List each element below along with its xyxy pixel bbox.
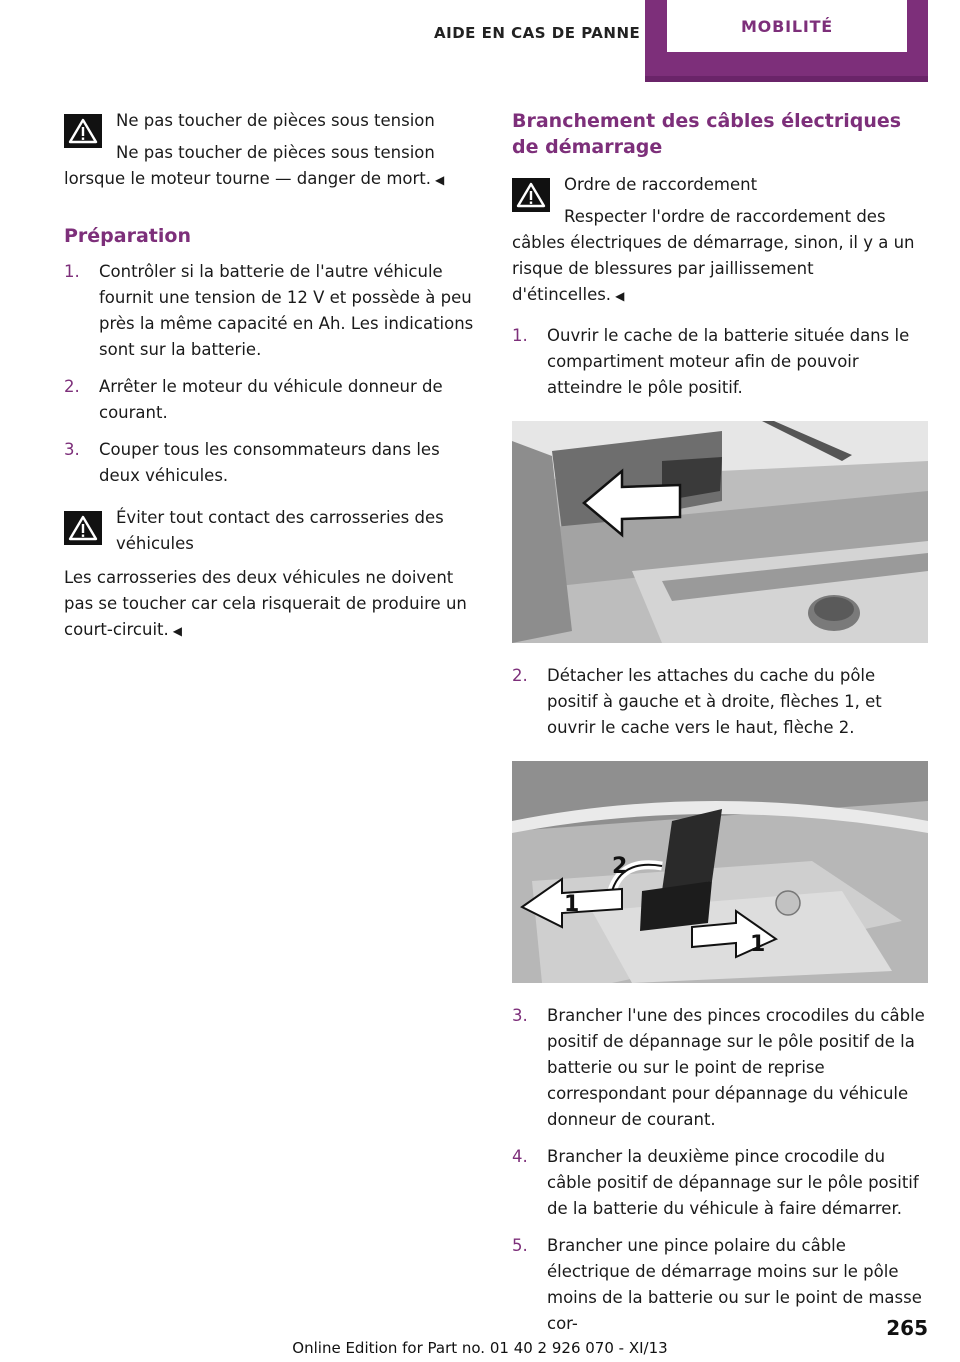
- warning-triangle-icon: [512, 178, 550, 212]
- list-item: [64, 437, 474, 489]
- warning-box-bodywork: [64, 505, 474, 644]
- connection-steps-b: [512, 663, 928, 741]
- list-item: [512, 1144, 928, 1222]
- step-text: Ouvrir le cache de la batterie située dans le compartiment moteur afin de pouvoir atteindre le pôle positif.: [547, 326, 910, 397]
- step-number: 2.: [512, 666, 528, 685]
- warning-body: Respecter l'ordre de raccordement des câbles électriques de démarrage, sinon, il y a un risque de blessures par jaillissement d'étincelles.: [512, 207, 915, 304]
- warning-triangle-icon: [64, 511, 102, 545]
- list-item: [64, 259, 474, 363]
- step-number: 2.: [64, 377, 80, 396]
- section-label: AIDE EN CAS DE PANNE: [434, 24, 641, 42]
- step-number: 3.: [512, 1006, 528, 1025]
- step-number: 4.: [512, 1147, 528, 1166]
- warning-title: Éviter tout contact des carrosseries des véhicules: [116, 508, 444, 553]
- step-text: Brancher une pince polaire du câble électrique de démarrage moins sur le pôle moins de la batterie ou sur le point de masse cor-: [547, 1236, 922, 1333]
- end-mark: ◀: [435, 173, 445, 187]
- warning-body: Les carrosseries des deux véhicules ne doivent pas se toucher car cela risquerait de produire un court-circuit.: [64, 568, 467, 639]
- arrow-label-left: 1: [564, 892, 580, 917]
- arrow-label-right: 1: [750, 932, 766, 957]
- list-item: [64, 374, 474, 426]
- warning-title: Ne pas toucher de pièces sous tension: [116, 111, 435, 130]
- step-number: 1.: [512, 326, 528, 345]
- list-item: [512, 1233, 928, 1337]
- step-text: Brancher l'une des pinces crocodiles du câble positif de dépannage sur le pôle positif de la batterie ou sur le point de reprise correspondant pour dépannage du véhicule donneur de courant.: [547, 1006, 925, 1129]
- step-number: 1.: [64, 262, 80, 281]
- warning-triangle-icon: [64, 114, 102, 148]
- connection-steps-c: [512, 1003, 928, 1337]
- battery-cover-figure: [512, 761, 928, 983]
- warning-body: Ne pas toucher de pièces sous tension lorsque le moteur tourne — danger de mort.: [64, 143, 435, 188]
- right-column: [512, 108, 928, 1348]
- warning-box-connection-order: [512, 172, 928, 309]
- preparation-steps: [64, 259, 474, 489]
- list-item: [512, 663, 928, 741]
- arrow-label-top: 2: [612, 854, 628, 879]
- step-number: 5.: [512, 1236, 528, 1255]
- connection-steps-a: [512, 323, 928, 401]
- warning-title: Ordre de raccordement: [564, 175, 758, 194]
- step-number: 3.: [64, 440, 80, 459]
- section-tab-label: MOBILITÉ: [667, 0, 907, 52]
- step-text: Arrêter le moteur du véhicule donneur de courant.: [99, 377, 443, 422]
- step-text: Couper tous les consommateurs dans les deux véhicules.: [99, 440, 440, 485]
- section-heading-preparation: Préparation: [64, 225, 191, 247]
- step-text: Contrôler si la batterie de l'autre véhicule fournit une tension de 12 V et possède à peu près la même capacité en Ah. Les indications sont sur la batterie.: [99, 262, 474, 359]
- end-mark: ◀: [615, 289, 625, 303]
- edition-footer: Online Edition for Part no. 01 40 2 926 070 - XI/13: [292, 1339, 668, 1357]
- end-mark: ◀: [172, 624, 182, 638]
- warning-box-live-parts: [64, 108, 474, 193]
- section-tab: [645, 0, 928, 82]
- section-heading-jump-cables: Branchement des câbles électriques de démarrage: [512, 110, 902, 158]
- step-text: Détacher les attaches du cache du pôle positif à gauche et à droite, flèches 1, et ouvrir le cache vers le haut, flèche 2.: [547, 666, 882, 737]
- left-column: [64, 108, 474, 654]
- engine-compartment-figure: [512, 421, 928, 643]
- list-item: [512, 1003, 928, 1133]
- list-item: [512, 323, 928, 401]
- step-text: Brancher la deuxième pince crocodile du câble positif de dépannage sur le pôle positif de la batterie du véhicule à faire démarrer.: [547, 1147, 919, 1218]
- page-number: 265: [886, 1316, 928, 1340]
